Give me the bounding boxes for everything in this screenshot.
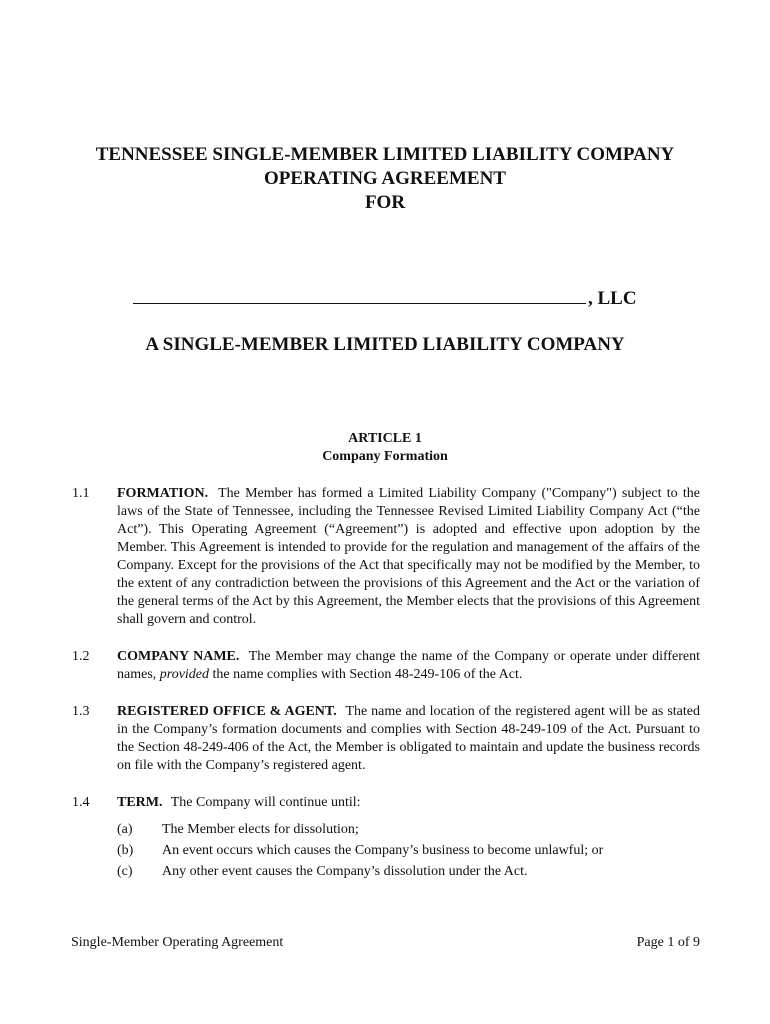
document-subtitle: A SINGLE-MEMBER LIMITED LIABILITY COMPANY [145,334,625,355]
article-title: Company Formation [322,449,448,464]
article-number: ARTICLE 1 [348,431,422,446]
title-line-2: OPERATING AGREEMENT [264,168,506,189]
footer-document-name: Single-Member Operating Agreement [71,935,284,950]
article-sections [72,485,700,903]
section-heading: TERM. [117,795,163,810]
title-line-3: FOR [364,192,406,213]
section-registered-office [72,703,700,775]
page-number: Page 1 of 9 [636,935,700,950]
section-number: 1.3 [72,704,90,719]
document-title [40,143,730,215]
section-body [117,485,700,629]
list-item-label: (b) [117,843,134,858]
list-item [117,842,700,860]
section-heading: COMPANY NAME. [117,649,240,664]
section-number: 1.2 [72,649,90,664]
page-footer [71,934,700,952]
list-item-text: Any other event causes the Company’s dissolution under the Act. [162,864,528,879]
list-item-text: An event occurs which causes the Company’s business to become unlawful; or [162,843,604,858]
term-conditions-list [117,821,700,881]
section-number: 1.4 [72,795,90,810]
section-number: 1.1 [72,486,90,501]
section-text: The Company will continue until: [170,795,361,810]
section-text-after: the name complies with Section 48-249-106 of the Act. [212,667,523,682]
section-term [72,794,700,884]
list-item [117,863,700,881]
section-company-name [72,648,700,684]
article-heading [40,430,730,466]
section-body [117,794,700,884]
list-item-label: (c) [117,864,133,879]
section-text: The Member has formed a Limited Liability Company ("Company") subject to the laws of the State of Tennessee, including the Tennessee Revised Limited Liability Company Act (“the Act”). This Operating Agreement (“Agreement”) is adopted and effective upon adoption by the Member. This Agreement is intended to provide for the regulation and management of the affairs of the Company. Except for the provisions of the Act that specifically may not be modified by the Member, to the extent of any contradiction between the provisions of this Agreement and the Act or the variation of the general terms of the Act by this Agreement, the Member elects that the provisions of this Agreement shall govern and control. [117,486,700,627]
llc-suffix: , LLC [588,288,637,309]
list-item-label: (a) [117,822,133,837]
list-item-text: The Member elects for dissolution; [162,822,359,837]
list-item [117,821,700,839]
section-body [117,648,700,684]
company-name-line [133,285,637,311]
section-text-italic: provided [159,667,210,682]
section-text: The name and location of the registered agent will be as stated in the Company’s formation documents and complies with Section 48-249-109 of the Act. Pursuant to the Section 48-249-406 of the Act, the Member is obligated to maintain and update the business records on file with the Company’s registered agent. [117,704,700,773]
title-line-1: TENNESSEE SINGLE-MEMBER LIMITED LIABILITY COMPANY [95,144,675,165]
section-formation [72,485,700,629]
section-body [117,703,700,775]
section-heading: FORMATION. [117,486,209,501]
company-name-blank[interactable] [133,285,586,304]
section-text: The Member may change the name of the Company or operate under different names, [117,649,701,682]
section-heading: REGISTERED OFFICE & AGENT. [117,704,337,719]
